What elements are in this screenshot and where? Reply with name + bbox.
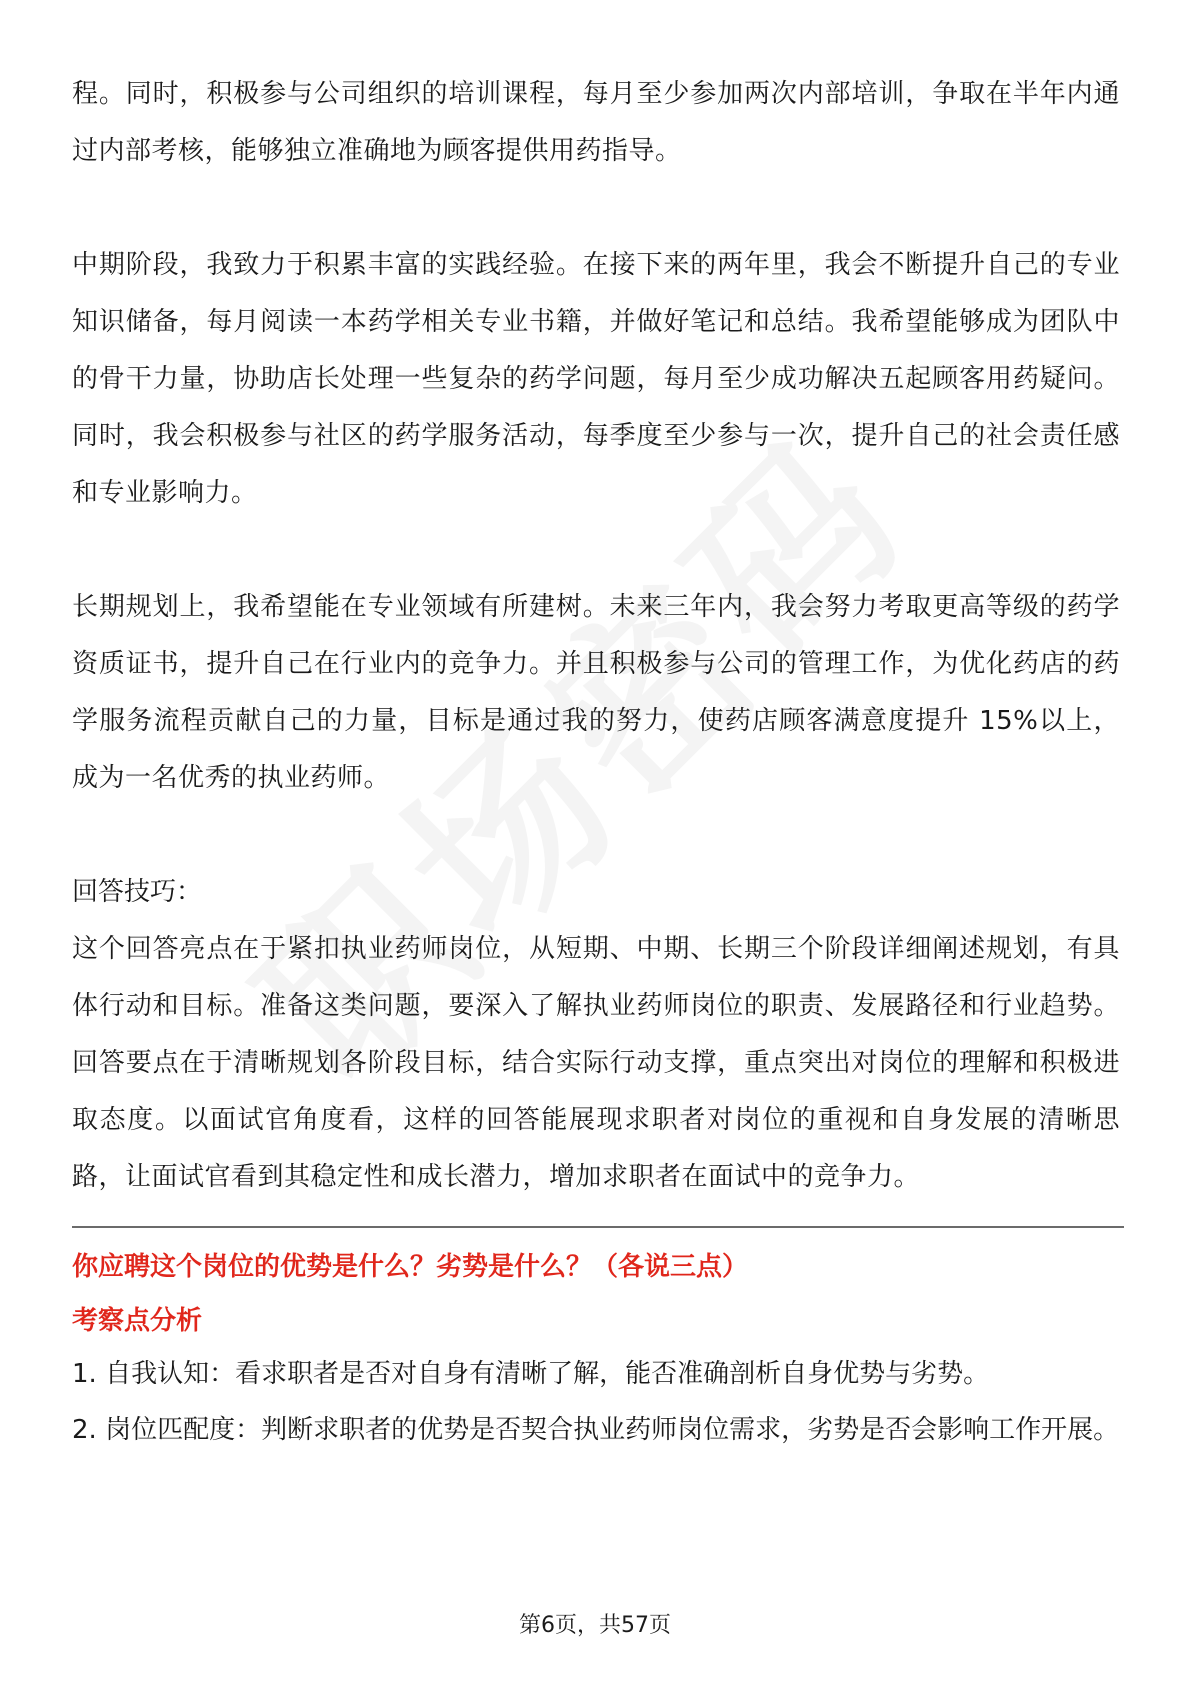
interview-question: 你应聘这个岗位的优势是什么？劣势是什么？（各说三点）	[72, 1252, 749, 1282]
page-number: 第6页，共57页	[519, 1613, 671, 1638]
paragraph-spacer	[72, 180, 1120, 237]
analysis-heading: 考察点分析	[72, 1306, 203, 1336]
paragraph-mid-term: 中期阶段，我致力于积累丰富的实践经验。在接下来的两年里，我会不断提升自己的专业知识储备，每月阅读一本药学相关专业书籍，并做好笔记和总结。我希望能够成为团队中的骨干力量，协助店长处理一些复杂的药学问题，每月至少成功解决五起顾客用药疑问。同时，我会积极参与社区的药学服务活动，每季度至少参与一次，提升自己的社会责任感和专业影响力。	[72, 250, 1120, 508]
paragraph-spacer	[72, 522, 1120, 579]
paragraph-spacer	[72, 807, 1120, 864]
paragraph-long-term: 长期规划上，我希望能在专业领域有所建树。未来三年内，我会努力考取更高等级的药学资质证书，提升自己在行业内的竞争力。并且积极参与公司的管理工作，为优化药店的药学服务流程贡献自己的力量，目标是通过我的努力，使药店顾客满意度提升 15%以上，成为一名优秀的执业药师。	[72, 592, 1120, 793]
section-divider	[72, 1226, 1124, 1228]
answer-tips-text: 这个回答亮点在于紧扣执业药师岗位，从短期、中期、长期三个阶段详细阐述规划，有具体行动和目标。准备这类问题，要深入了解执业药师岗位的职责、发展路径和行业趋势。回答要点在于清晰规划各阶段目标，结合实际行动支撑，重点突出对岗位的理解和积极进取态度。以面试官角度看，这样的回答能展现求职者对岗位的重视和自身发展的清晰思路，让面试官看到其稳定性和成长潜力，增加求职者在面试中的竞争力。	[72, 934, 1120, 1192]
page-content	[72, 66, 1120, 1458]
paragraph-short-term-continuation: 程。同时，积极参与公司组织的培训课程，每月至少参加两次内部培训，争取在半年内通过内部考核，能够独立准确地为顾客提供用药指导。	[72, 79, 1120, 166]
analysis-item: 2. 岗位匹配度：判断求职者的优势是否契合执业药师岗位需求，劣势是否会影响工作开展。	[72, 1415, 1120, 1445]
answer-tips-label: 回答技巧：	[72, 877, 203, 907]
analysis-item: 1. 自我认知：看求职者是否对自身有清晰了解，能否准确剖析自身优势与劣势。	[72, 1359, 990, 1389]
